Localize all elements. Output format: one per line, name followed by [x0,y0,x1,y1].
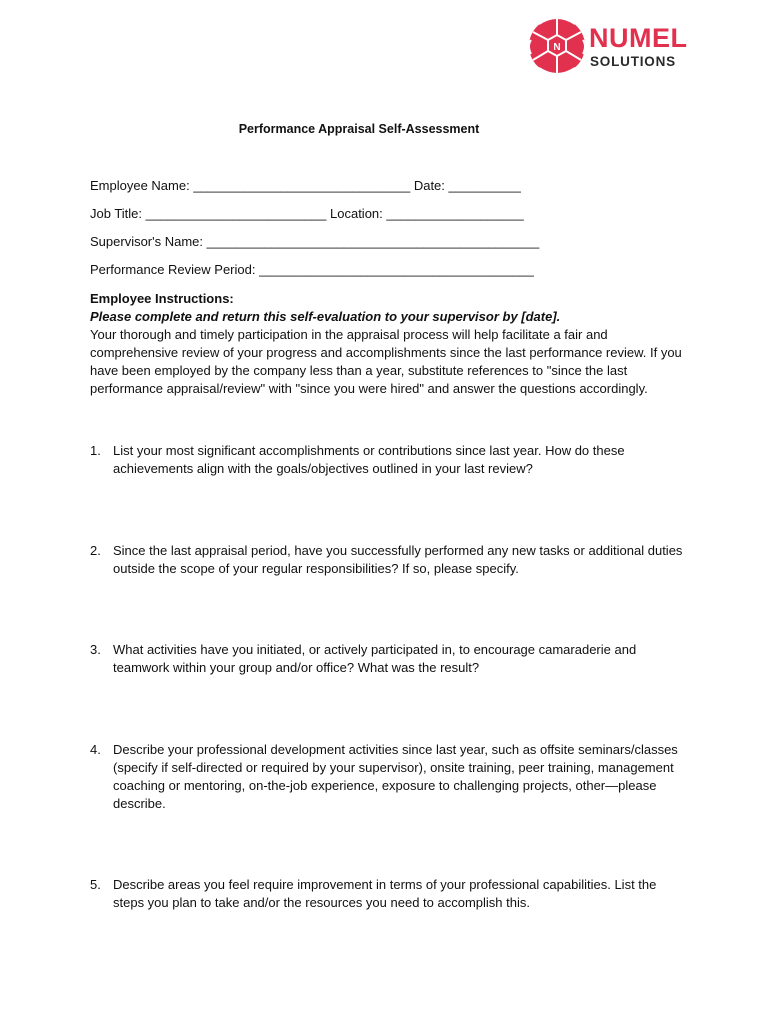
question-number: 5. [90,877,101,892]
question-text: List your most significant accomplishments or contributions since last year. How do these achievements align with the goals/objectives outlined in your last review? [113,443,625,476]
employee-name-field: Employee Name: ______________________________ Date: __________ [90,178,521,193]
numel-logo [527,8,747,84]
logo-sub-text: SOLUTIONS [590,54,676,69]
supervisor-name-field: Supervisor's Name: ______________________________________________ [90,234,540,249]
page-title: Performance Appraisal Self-Assessment [238,122,480,136]
question-number: 2. [90,543,101,558]
question-text: Since the last appraisal period, have you successfully performed any new tasks or additional duties outside the scope of your regular responsibilities? If so, please specify. [113,543,683,576]
question-number: 3. [90,642,101,657]
turtle-shell-icon [527,8,589,84]
logo-brand-text: NUMEL [589,23,688,53]
question-number: 4. [90,742,101,757]
instructions-body: Your thorough and timely participation in the appraisal process will help facilitate a fair and comprehensive review of your progress and accomplishments since the last performance review. If you have been employed by the company less than a year, substitute references to "since the last performance appraisal/review" with "since you were hired" and answer the questions accordingly. [90,327,682,396]
question-text: What activities have you initiated, or actively participated in, to encourage camaraderie and teamwork within your group and/or office? What was the result? [113,642,637,675]
instructions-heading: Employee Instructions: [90,291,234,306]
job-title-field: Job Title: _________________________ Location: ___________________ [90,206,524,221]
question-text: Describe your professional development activities since last year, such as offsite seminars/classes (specify if self-directed or required by your supervisor), onsite training, peer training, management coaching or mentoring, on-the-job experience, exposure to challenging projects, other—please describe. [113,742,678,811]
question-number: 1. [90,443,101,458]
logo-mark-letter: N [553,42,561,53]
employee-instructions [90,290,690,398]
instructions-emphasis: Please complete and return this self-evaluation to your supervisor by [date]. [90,309,561,324]
review-period-field: Performance Review Period: ______________________________________ [90,262,534,277]
question-text: Describe areas you feel require improvement in terms of your professional capabilities. List the steps you plan to take and/or the resources you need to accomplish this. [113,877,657,910]
